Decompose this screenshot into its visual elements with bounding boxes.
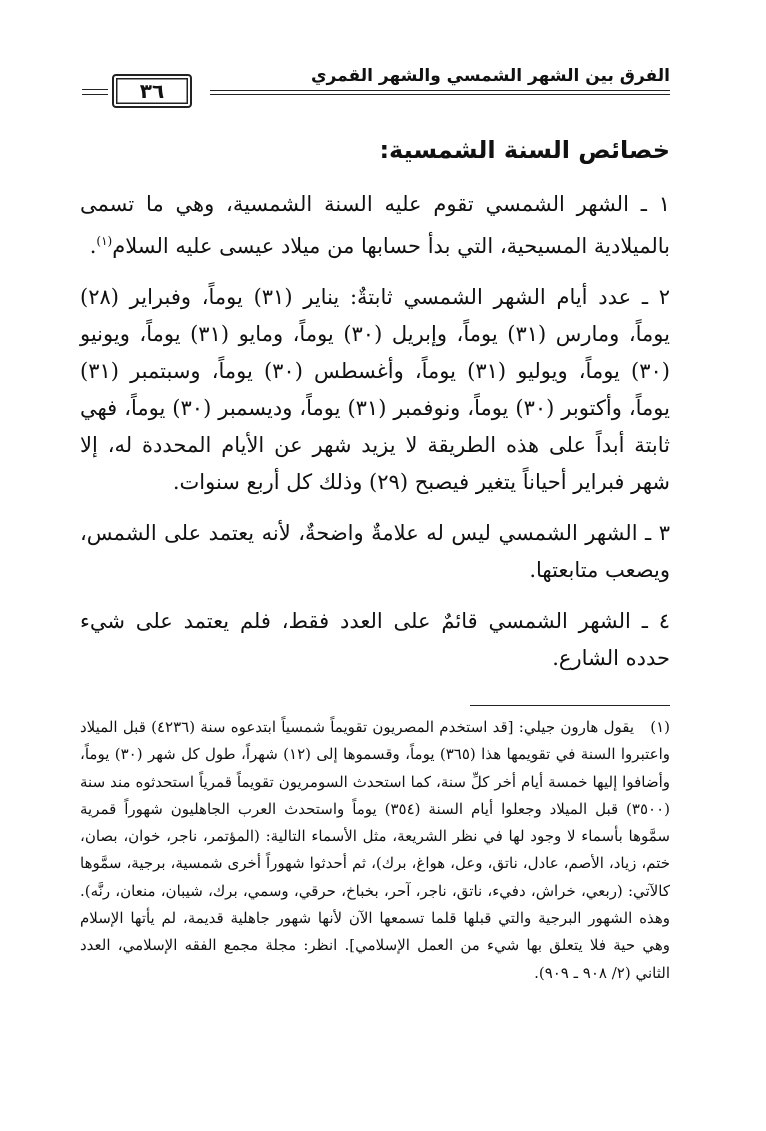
running-title: الفرق بين الشهر الشمسي والشهر القمري bbox=[310, 66, 670, 86]
page-number-rule bbox=[82, 89, 108, 90]
page-number: ٣٦ bbox=[112, 74, 192, 108]
footnote-marker: (١) bbox=[96, 234, 113, 248]
section-title: خصائص السنة الشمسية: bbox=[379, 136, 670, 164]
page-header bbox=[82, 58, 670, 108]
page-number-box bbox=[82, 74, 194, 108]
header-rule bbox=[210, 90, 670, 91]
paragraph-1 bbox=[80, 186, 670, 265]
footnote-separator bbox=[470, 705, 670, 706]
paragraph-2: ٢ ـ عدد أيام الشهر الشمسي ثابتةٌ: يناير (٣١) يوماً، وفبراير (٢٨) يوماً، ومارس (٣١) يوماً، وإبريل (٣٠) يوماً، ومايو (٣١) يوماً، ويونيو (٣٠) يوماً، ويوليو (٣١) يوماً، وأغسطس (٣٠) يوماً، وسبتمبر (٣١) يوماً، وأكتوبر (٣٠) يوماً، ونوفمبر (٣١) يوماً، وديسمبر (٣٠) يوماً، فهي ثابتة أبداً على هذه الطريقة لا يزيد شهر عن الأيام المحددة له، إلا شهر فبراير أحياناً يتغير فيصبح (٢٩) وذلك كل أربع سنوات. bbox=[80, 285, 670, 494]
paragraph-text: ١ ـ الشهر الشمسي تقوم عليه السنة الشمسية، وهي ما تسمى بالميلادية المسيحية، التي بدأ حسابها من ميلاد عيسى عليه السلام bbox=[80, 192, 670, 258]
footnote-text: يقول هارون جيلي: [قد استخدم المصريون تقويماً شمسياً ابتدعوه سنة (٤٢٣٦) قبل الميلاد واعتبروا السنة في تقويمها هذا (٣٦٥) يوماً، وقسموها إلى (١٢) شهراً، طول كل شهر (٣٠) يوماً، وأضافوا إليها خمسة أيام أخر كلِّ سنة، كما استحدث السومريون تقويماً قمرياً استحدثوه مند سنة (٣٥٠٠) قبل الميلاد وجعلوا أيام السنة (٣٥٤) يوماً واستحدث العرب الجاهليون شهوراً قمرية سمَّوها بأسماء لا وجود لها في نظر الشريعة، مثل الأسماء التالية: (المؤتمر، ناجر، خوان، بصان، ختم، زياد، الأصم، عادل، ناتق، وعل، هواغ، برك)، ثم أحدثوا شهوراً أخرى شمسية، برجية، سمَّوها كالآتي: (ربعي، خراش، دفيء، ناتق، ناجر، آحر، بخباخ، حرقي، وسمي، برك، شيبان، منعان، رنَّه). وهذه الشهور البرجية والتي قبلها قلما تسمعها الآن لأنها شهور جاهلية قديمة، لم يأتها الإسلام وهي حية فلا يتعلق بها شيء من العمل الإسلامي]. انظر: مجلة مجمع الفقه الإسلامي، العدد الثاني (٢/ ٩٠٨ ـ ٩٠٩). bbox=[80, 718, 670, 982]
footnote-number: (١) bbox=[650, 718, 671, 736]
footnote bbox=[80, 714, 670, 987]
header-rule bbox=[210, 94, 670, 95]
footnotes bbox=[80, 714, 670, 987]
paragraph-3: ٣ ـ الشهر الشمسي ليس له علامةٌ واضحةٌ، لأنه يعتمد على الشمس، ويصعب متابعتها. bbox=[80, 521, 670, 582]
paragraph-end: . bbox=[89, 234, 97, 258]
paragraph-4: ٤ ـ الشهر الشمسي قائمٌ على العدد فقط، فلم يعتمد على شيء حدده الشارع. bbox=[80, 609, 670, 670]
page-number-rule bbox=[82, 94, 108, 95]
main-text bbox=[80, 120, 670, 691]
